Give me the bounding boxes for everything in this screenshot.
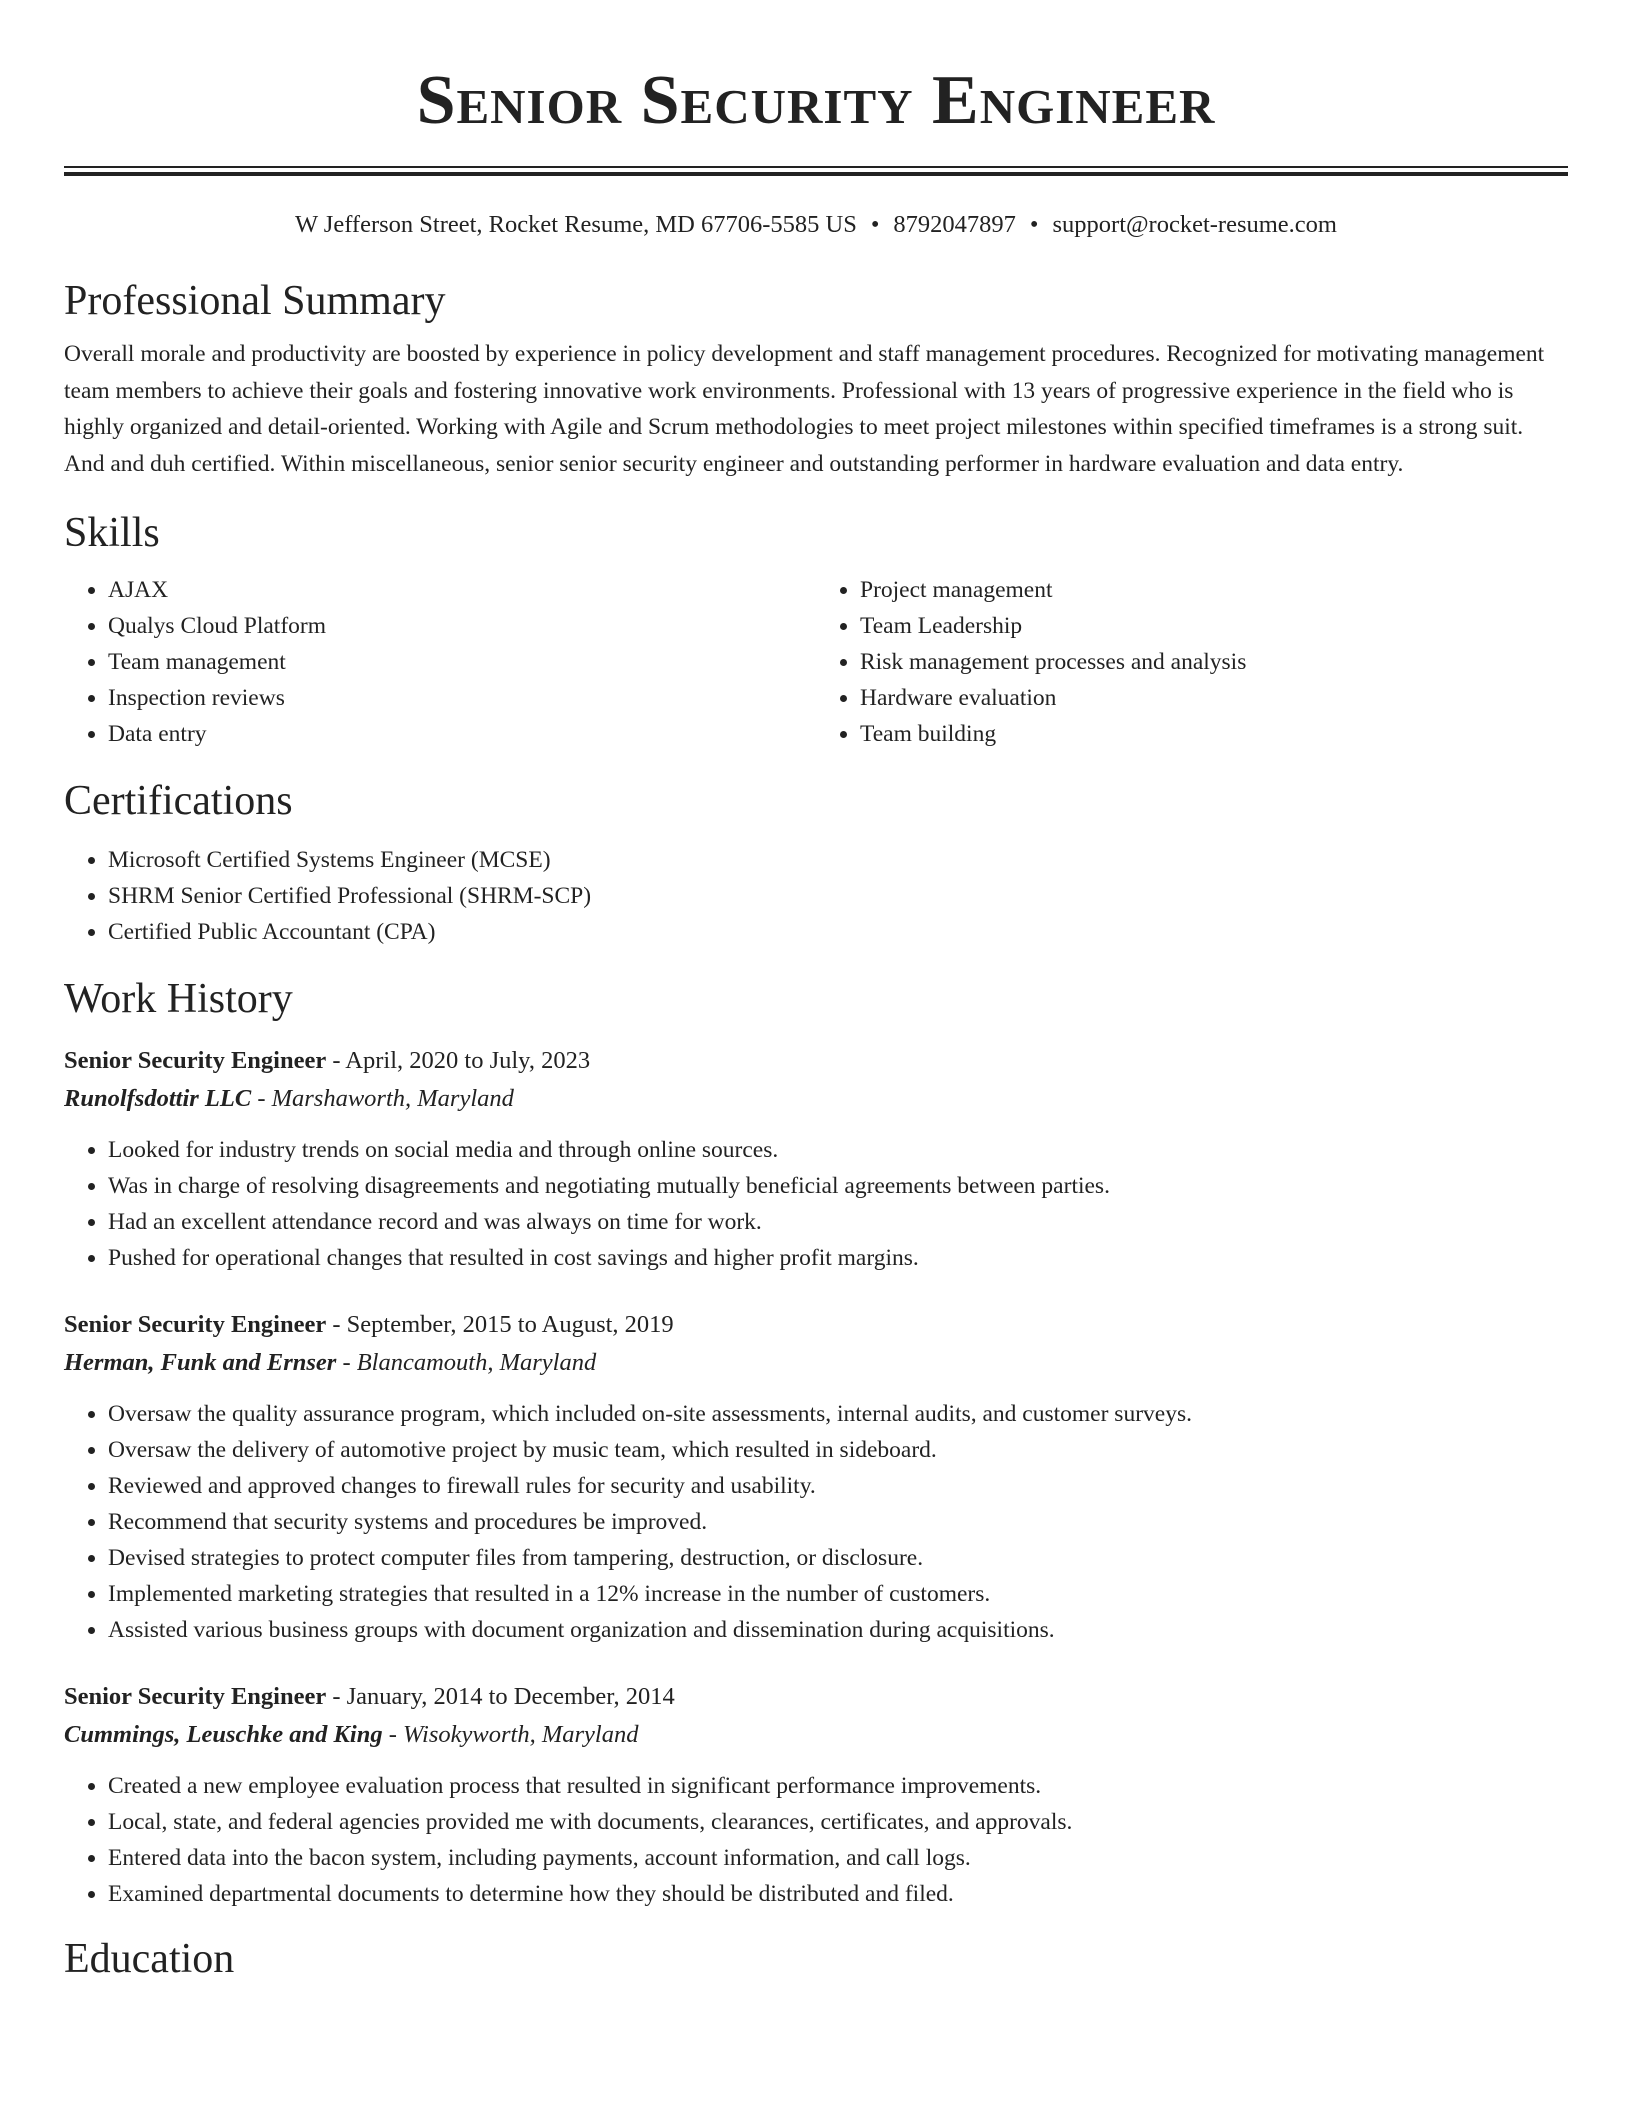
skill-item: • Risk management processes and analysis (860, 644, 1568, 680)
job-bullet: • Local, state, and federal agencies provided me with documents, clearances, certificates, and approvals. (108, 1804, 1568, 1840)
job-location: - Marshaworth, Maryland (251, 1085, 514, 1112)
contact-phone: 8792047897 (893, 211, 1016, 238)
resume-page (64, 0, 1568, 1984)
job-title-line (64, 1042, 1568, 1080)
skill-item: • Inspection reviews (108, 680, 816, 716)
job-bullet: • Created a new employee evaluation process that resulted in significant performance improvements. (108, 1768, 1568, 1804)
job-company: Cummings, Leuschke and King (64, 1721, 383, 1748)
contact-address: W Jefferson Street, Rocket Resume, MD 67706-5585 US (295, 211, 857, 238)
job-location: - Wisokyworth, Maryland (382, 1721, 639, 1748)
skill-item: • Data entry (108, 716, 816, 752)
job-bullet: • Reviewed and approved changes to firewall rules for security and usability. (108, 1468, 1568, 1504)
skills-list-right (816, 572, 1568, 752)
job-bullet: • Oversaw the quality assurance program, which included on-site assessments, internal audits, and customer surveys. (108, 1396, 1568, 1432)
job-bullet: • Devised strategies to protect computer files from tampering, destruction, or disclosure. (108, 1540, 1568, 1576)
job-company: Herman, Funk and Ernser (64, 1349, 337, 1376)
certifications-list (64, 842, 1568, 950)
resume-title: Senior Security Engineer (416, 62, 1216, 139)
job-company-line (64, 1080, 1568, 1118)
skill-item: • Project management (860, 572, 1568, 608)
summary-text: Overall morale and productivity are boosted by experience in policy development and staff management procedures. Recognized for motivating management team members to achieve their goals and fostering innovative work environments. Professional with 13 years of progressive experience in the field who is highly organized and detail-oriented. Working with Agile and Scrum methodologies to meet project milestones within specified timeframes is a strong suit. And and duh certified. Within miscellaneous, senior senior security engineer and outstanding performer in hardware evaluation and data entry. (64, 341, 1545, 477)
skills-list-left (64, 572, 816, 752)
skills-columns (64, 572, 1568, 752)
job-bullets (64, 1396, 1568, 1648)
job-company: Runolfsdottir LLC (64, 1085, 252, 1112)
certification-item: • Microsoft Certified Systems Engineer (MCSE) (108, 842, 1568, 878)
job-bullet: • Pushed for operational changes that resulted in cost savings and higher profit margins. (108, 1240, 1568, 1276)
job-dates: - September, 2015 to August, 2019 (326, 1311, 674, 1338)
job-title: Senior Security Engineer (64, 1047, 327, 1074)
job-location: - Blancamouth, Maryland (336, 1349, 597, 1376)
job-title: Senior Security Engineer (64, 1311, 327, 1338)
job-title-line (64, 1306, 1568, 1344)
title-divider (64, 166, 1568, 176)
job-dates: - January, 2014 to December, 2014 (326, 1683, 675, 1710)
contact-email: support@rocket-resume.com (1052, 211, 1337, 238)
job-bullet: • Was in charge of resolving disagreements and negotiating mutually beneficial agreements between parties. (108, 1168, 1568, 1204)
contact-separator: • (1029, 211, 1039, 238)
certifications-heading: Certifications (64, 778, 293, 824)
job-bullet: • Examined departmental documents to determine how they should be distributed and filed. (108, 1876, 1568, 1912)
job-dates: - April, 2020 to July, 2023 (326, 1047, 591, 1074)
job-company-line (64, 1716, 1568, 1754)
skill-item: • AJAX (108, 572, 816, 608)
job-company-line (64, 1344, 1568, 1382)
skill-item: • Hardware evaluation (860, 680, 1568, 716)
job-bullet: • Recommend that security systems and procedures be improved. (108, 1504, 1568, 1540)
job-title: Senior Security Engineer (64, 1683, 327, 1710)
contact-separator: • (870, 211, 880, 238)
job-bullets (64, 1768, 1568, 1912)
skill-item: • Team management (108, 644, 816, 680)
job-bullet: • Entered data into the bacon system, including payments, account information, and call logs. (108, 1840, 1568, 1876)
job-bullet: • Looked for industry trends on social media and through online sources. (108, 1132, 1568, 1168)
job-bullet: • Assisted various business groups with document organization and dissemination during acquisitions. (108, 1612, 1568, 1648)
skill-item: • Team Leadership (860, 608, 1568, 644)
work-history-heading: Work History (64, 976, 293, 1022)
summary-heading: Professional Summary (64, 278, 446, 324)
certification-item: • Certified Public Accountant (CPA) (108, 914, 1568, 950)
job-bullets (64, 1132, 1568, 1276)
job-entry (64, 1306, 1568, 1648)
certification-item: • SHRM Senior Certified Professional (SHRM-SCP) (108, 878, 1568, 914)
job-bullet: • Had an excellent attendance record and was always on time for work. (108, 1204, 1568, 1240)
job-bullet: • Oversaw the delivery of automotive project by music team, which resulted in sideboard. (108, 1432, 1568, 1468)
education-heading: Education (64, 1936, 235, 1982)
job-entry (64, 1042, 1568, 1276)
contact-line (64, 210, 1568, 240)
skills-heading: Skills (64, 510, 160, 556)
skill-item: • Team building (860, 716, 1568, 752)
job-title-line (64, 1678, 1568, 1716)
job-bullet: • Implemented marketing strategies that resulted in a 12% increase in the number of customers. (108, 1576, 1568, 1612)
job-entry (64, 1678, 1568, 1912)
skill-item: • Qualys Cloud Platform (108, 608, 816, 644)
